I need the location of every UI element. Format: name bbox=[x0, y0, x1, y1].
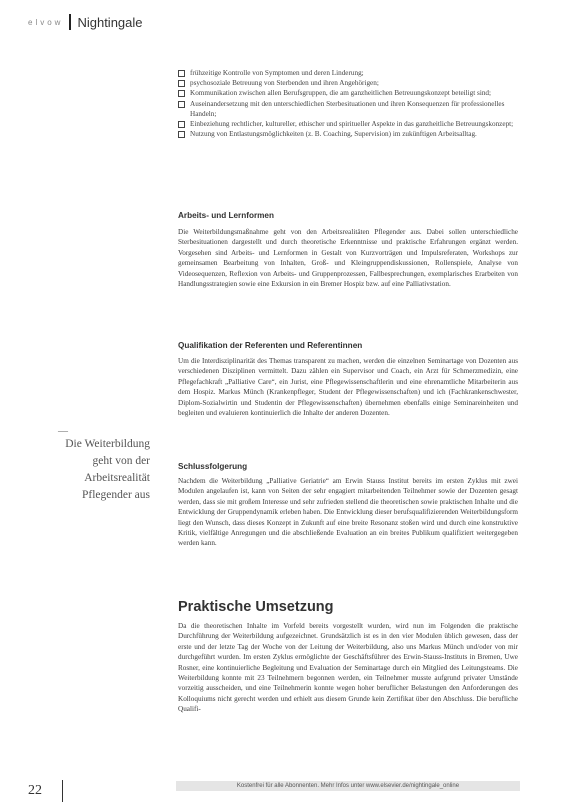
journal-title: Nightingale bbox=[77, 14, 143, 30]
page-number: 22 bbox=[28, 783, 42, 798]
checklist-block bbox=[178, 68, 518, 139]
section-heading-arbeits-lernformen: Arbeits- und Lernformen bbox=[178, 211, 274, 220]
section-heading-schlussfolgerung: Schlussfolgerung bbox=[178, 462, 248, 471]
checklist bbox=[178, 68, 518, 139]
checklist-item: frühzeitige Kontrolle von Symptomen und deren Linderung; bbox=[178, 68, 518, 78]
pull-quote bbox=[60, 428, 150, 504]
section-body-arbeits-lernformen: Die Weiterbildungsmaßnahme geht von den Arbeitsrealitäten Pflegender aus. Dabei sollen unterschiedliche Sterbesituationen dargestellt und durch theoretische Erkenntnisse und praktische Erfahrungen ergänzt werden. Vorgesehen sind Arbeits- und Lernformen in Gestalt von Kurzvorträgen und Impulsreferaten, Workshops zur gemeinsamen Bearbeitung von Inhalten, Groß- und Kleingruppendiskussionen, Rollenspiele, Analyse von Videosequenzen, Reflexion von Arbeits- und Gruppenprozessen, Fallbesprechungen, exemplarisches Erarbeiten von Handlungsstrategien sowie eine Exkursion in ein Bremer Hospiz bzw. auf eine Palliativstation. bbox=[178, 228, 518, 289]
quote-mark: — bbox=[58, 426, 68, 437]
section-body-praktische-umsetzung: Da die theoretischen Inhalte im Vorfeld bereits vorgestellt wurden, wird nun im Folgenden die praktische Durchführung der Weiterbildung aufgezeichnet. Grundsätzlich ist es in den vier Modulen üblich gewesen, dass der erste und der letzte Tag der Woche von der Leitung der Weiterbildung, also uns Markus Münch und/oder von mir durchgeführt wurden. Im ersten Zyklus ermöglichte der Geschäftsführer des Erwin-Stauss-Instituts in Bremen, Uwe Rosner, eine kontinuierliche Begleitung und Evaluation der Seminartage durch ein Mitglied des Leitungsteams. Die Weiterbildung konnte mit 23 Teilnehmern begonnen werden, ein Teilnehmer musste aufgrund privater Umstände vorzeitig ausscheiden, und eine Teilnehmerin konnte wegen hoher beruflicher Belastungen den Anforderungen des Kolloquiums nicht gerecht werden und erhielt aus diesem Grunde kein Zertifikat über den Abschluss. Die berufliche Qualifi- bbox=[178, 622, 518, 714]
checklist-item: Nutzung von Entlastungsmöglichkeiten (z. B. Coaching, Supervision) im zukünftigen Arbeitsalltag. bbox=[178, 129, 518, 139]
section-body-schlussfolgerung: Nachdem die Weiterbildung „Palliative Geriatrie“ am Erwin Stauss Institut bereits im ersten Zyklus mit zwei Modulen angelaufen ist, kann von Seiten der sehr engagiert mitarbeitenden Teilnehmer sowie der Dozenten gesagt werden, dass sie mit großem Interesse und sehr zufrieden stellend die theoretischen sowie praktischen Inhalte und die Entwicklung der Gruppendynamik erleben haben. Die Entwicklung dieser berufsqualifizierenden Weiterbildungsform liegt den Wunsch, dass dieses Konzept in Zukunft auf eine breite Resonanz stoßen wird und durch eine konstruktive Kritik, vielfältige Anregungen und die abschließende Evaluation an ein breites Publikum qualifiziert weitergegeben werden kann. bbox=[178, 477, 518, 548]
checklist-item: Einbeziehung rechtlicher, kultureller, ethischer und spiritueller Aspekte in das ganzheitliche Betreuungskonzept; bbox=[178, 119, 518, 129]
footer-banner: Kostenfrei für alle Abonnenten. Mehr Infos unter www.elsevier.de/nightingale_online bbox=[176, 781, 520, 791]
checklist-item: psychosoziale Betreuung von Sterbenden und ihren Angehörigen; bbox=[178, 78, 518, 88]
section-heading-qualifikation: Qualifikation der Referenten und Referentinnen bbox=[178, 341, 363, 350]
pull-quote-text: Die Weiterbildung geht von der Arbeitsrealität Pflegender aus bbox=[65, 438, 150, 501]
running-header bbox=[28, 12, 143, 32]
section-heading-praktische-umsetzung: Praktische Umsetzung bbox=[178, 599, 334, 615]
section-body-qualifikation: Um die Interdisziplinarität des Themas transparent zu machen, werden die einzelnen Seminartage von Dozenten aus verschiedenen Disziplinen vermittelt. Dazu zählen ein Supervisor und Coach, ein Arzt für Schmerzmedizin, eine Pflegefachkraft „Palliative Care“, ein Jurist, eine Pflegewissenschaftlerin und eine ehrenamtliche Mitarbeiterin aus dem Hospiz. Markus Münch (Krankenpfleger, Student der Pflegewissenschaften) und ich (Fachkrankenschwester, Diplom-Sozialwirtin und Studentin der Pflegewissenschaften) übernehmen ebenfalls einige Seminareinheiten und begleiten und evaluieren kontinuierlich die Inhalte der anderen Dozenten. bbox=[178, 357, 518, 418]
header-divider bbox=[69, 14, 71, 30]
page-number-rule bbox=[62, 780, 63, 802]
checklist-item: Kommunikation zwischen allen Berufsgruppen, die am ganzheitlichen Betreuungskonzept beteiligt sind; bbox=[178, 88, 518, 98]
publisher-kicker: elvow bbox=[28, 17, 64, 27]
checklist-item: Auseinandersetzung mit den unterschiedlichen Sterbesituationen und ihren Konsequenzen für professionelles Handeln; bbox=[178, 99, 518, 119]
